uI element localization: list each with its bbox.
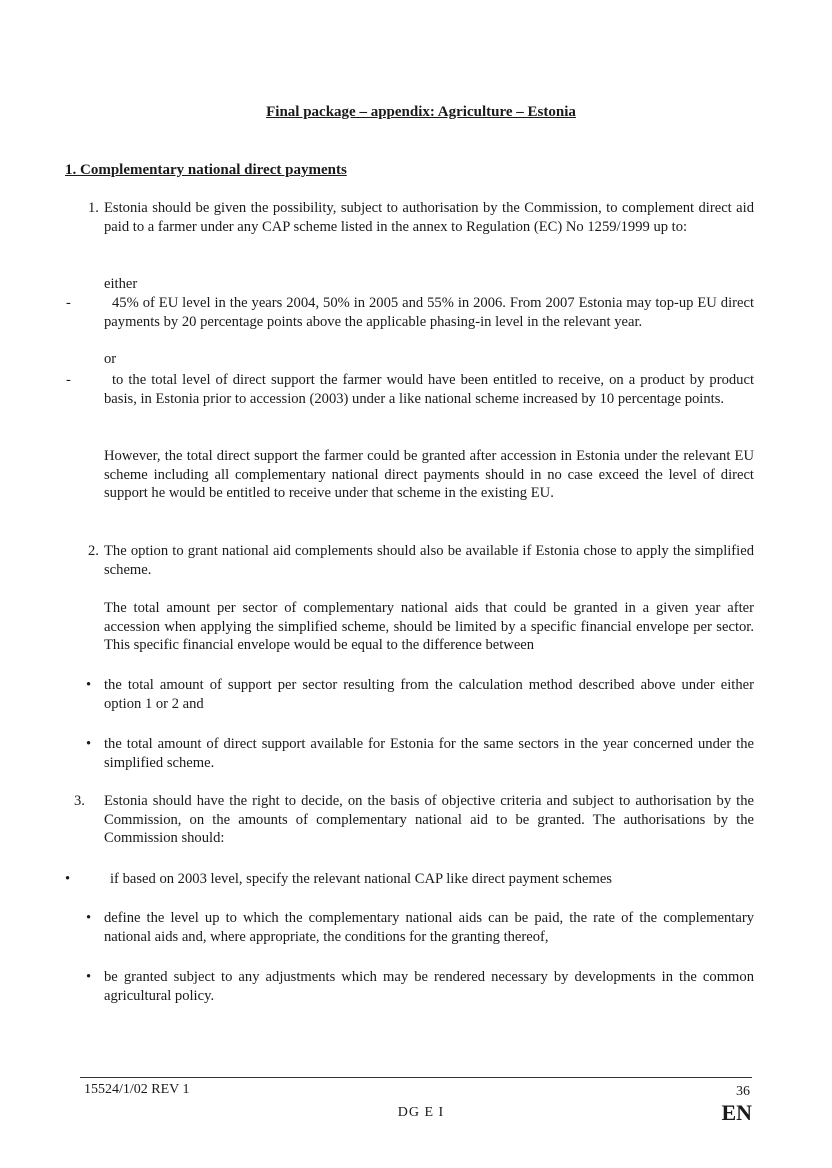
however-paragraph: However, the total direct support the farmer could be granted after accession in Estonia under the relevant EU scheme including all complementary national direct payments should in no case exceed the level of direct support he would be entitled to receive under that scheme in the existing EU. xyxy=(104,448,754,502)
directorate-label: DG E I xyxy=(397,1105,445,1120)
item-3-text: Estonia should have the right to decide, on the basis of objective criteria and subject to authorisation by the Commission, on the amounts of complementary national aid to be granted. The authorisations by the Commission should: xyxy=(104,793,754,847)
footer-divider xyxy=(80,1077,752,1078)
envelope-paragraph: The total amount per sector of complementary national aids that could be granted in a given year after accession when applying the simplified scheme, should be limited by a specific financial envelope per sector. This specific financial envelope would be equal to the difference between xyxy=(104,600,754,654)
either-label: either xyxy=(104,276,138,292)
page-number: 36 xyxy=(736,1084,750,1099)
list-item: the total amount of support per sector resulting from the calculation method described above under either option 1 or 2 and xyxy=(104,677,754,712)
bullet-marker: • xyxy=(86,969,92,985)
item-3-number: 3. xyxy=(74,793,85,809)
list-item: be granted subject to any adjustments which may be rendered necessary by developments in the common agricultural policy. xyxy=(104,969,754,1004)
item-1-number: 1. xyxy=(88,200,99,216)
section-heading: 1. Complementary national direct payments xyxy=(65,162,347,178)
option-2-text: to the total level of direct support the farmer would have been entitled to receive, on a product by product basis, in Estonia prior to accession (2003) under a like national scheme increased by 10 percentage points. xyxy=(104,372,754,407)
dash-marker: - xyxy=(66,372,71,388)
bullet-marker: • xyxy=(86,736,92,752)
or-label: or xyxy=(104,351,117,367)
bullet-marker: • xyxy=(86,910,92,926)
list-item: if based on 2003 level, specify the relevant national CAP like direct payment schemes xyxy=(110,871,612,887)
bullet-marker: • xyxy=(86,677,92,693)
dash-marker: - xyxy=(66,295,71,311)
option-1-text: 45% of EU level in the years 2004, 50% in 2005 and 55% in 2006. From 2007 Estonia may top-up EU direct payments by 20 percentage points above the applicable phasing-in level in the relevant year. xyxy=(104,295,754,330)
item-2-number: 2. xyxy=(88,543,99,559)
page-title: Final package – appendix: Agriculture – Estonia xyxy=(266,104,576,120)
bullet-marker: • xyxy=(65,871,71,887)
document-reference: 15524/1/02 REV 1 xyxy=(84,1082,190,1097)
list-item: define the level up to which the complementary national aids can be paid, the rate of the complementary national aids and, where appropriate, the conditions for the granting thereof, xyxy=(104,910,754,945)
item-1-text: Estonia should be given the possibility, subject to authorisation by the Commission, to complement direct aid paid to a farmer under any CAP scheme listed in the annex to Regulation (EC) No 1259/1999 up to: xyxy=(104,200,754,235)
item-2-text: The option to grant national aid complements should also be available if Estonia chose to apply the simplified scheme. xyxy=(104,543,754,578)
list-item: the total amount of direct support available for Estonia for the same sectors in the year concerned under the simplified scheme. xyxy=(104,736,754,771)
language-code: EN xyxy=(721,1100,752,1125)
